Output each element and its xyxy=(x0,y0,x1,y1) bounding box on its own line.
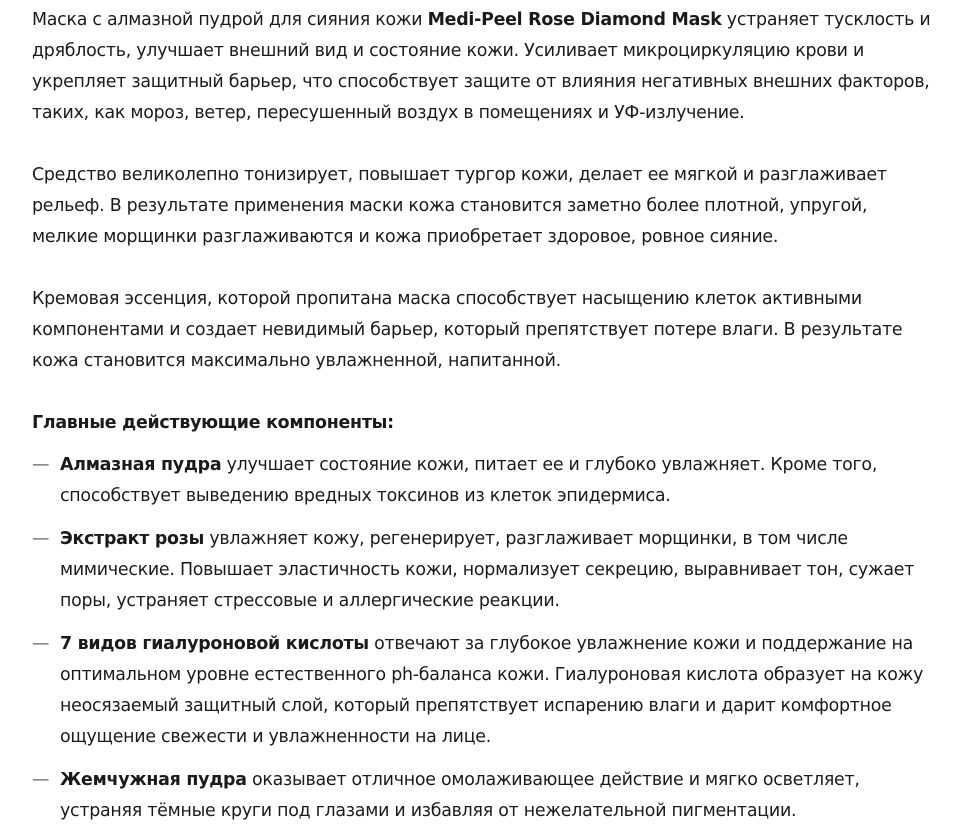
component-name: 7 видов гиалуроновой кислоты xyxy=(60,634,369,654)
components-heading: Главные действующие компоненты: xyxy=(32,413,394,433)
intro-text-start: Маска с алмазной пудрой для сияния кожи xyxy=(32,10,428,30)
list-dash: — xyxy=(32,634,50,654)
component-description: увлажняет кожу, регенерирует, разглаживает морщинки, в том числе мимические. Повышает эластичность кожи, нормализует секрецию, выравнивает тон, сужает поры, устраняет стрессовые и аллергические реакции. xyxy=(60,529,915,611)
toning-paragraph: Средство великолепно тонизирует, повышает тургор кожи, делает ее мягкой и разглаживает рельеф. В результате применения маски кожа становится заметно более плотной, упругой, мелкие морщинки разглаживаются и кожа приобретает здоровое, ровное сияние. xyxy=(32,165,887,247)
essence-paragraph: Кремовая эссенция, которой пропитана маска способствует насыщению клеток активными компонентами и создает невидимый барьер, который препятствует потере влаги. В результате кожа становится максимально увлажненной, напитанной. xyxy=(32,289,903,371)
component-name: Жемчужная пудра xyxy=(60,770,247,790)
component-description: оказывает отличное омолаживающее действие и мягко осветляет, устраняя тёмные круги под глазами и избавляя от нежелательной пигментации. xyxy=(60,770,860,821)
product-brand-name: Medi-Peel Rose Diamond Mask xyxy=(427,10,722,30)
list-item xyxy=(32,629,937,753)
component-description: улучшает состояние кожи, питает ее и глубоко увлажняет. Кроме того, способствует выведению вредных токсинов из клеток эпидермиса. xyxy=(60,455,878,506)
intro-text-end: устраняет тусклость и дряблость, улучшает внешний вид и состояние кожи. Усиливает микроциркуляцию крови и укрепляет защитный барьер, что способствует защите от влияния негативных внешних факторов, таких, как мороз, ветер, пересушенный воздух в помещениях и УФ-излучение. xyxy=(32,10,931,123)
list-dash: — xyxy=(32,770,50,790)
list-item xyxy=(32,765,937,827)
intro-paragraph xyxy=(32,5,937,129)
list-dash: — xyxy=(32,455,50,475)
product-description xyxy=(32,5,937,839)
list-dash: — xyxy=(32,529,50,549)
list-item xyxy=(32,450,937,512)
component-name: Алмазная пудра xyxy=(60,455,222,475)
list-item xyxy=(32,524,937,617)
component-name: Экстракт розы xyxy=(60,529,205,549)
components-list xyxy=(32,450,937,827)
component-description: отвечают за глубокое увлажнение кожи и поддержание на оптимальном уровне естественного ph-баланса кожи. Гиалуроновая кислота образует на кожу неосязаемый защитный слой, который препятствует испарению влаги и дарит комфортное ощущение свежести и увлажненности на лице. xyxy=(60,634,924,747)
